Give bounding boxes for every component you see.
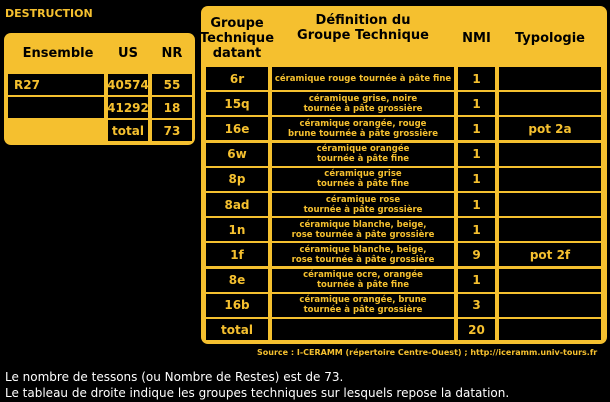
table-row bbox=[201, 92, 607, 115]
table-row bbox=[201, 143, 607, 166]
source-citation: Source : I-CERAMM (répertoire Centre-Ouest) ; http://iceramm.univ-tours.fr bbox=[257, 348, 598, 357]
definition-cell: céramique orangée, brune tournée à pâte grossière bbox=[272, 294, 454, 317]
typologie-cell bbox=[499, 67, 601, 90]
header-definition: Définition du Groupe Technique bbox=[297, 13, 429, 43]
total-definition-empty bbox=[272, 319, 454, 340]
table-row bbox=[201, 218, 607, 241]
header-groupe-technique: Groupe Technique datant bbox=[200, 15, 275, 61]
paragraph-line-2: Le tableau de droite indique les groupes techniques sur lesquels repose la datation. bbox=[5, 386, 510, 400]
nr-cell: 18 bbox=[152, 97, 192, 118]
total-typologie-empty bbox=[499, 319, 601, 340]
definition-cell: céramique grise, noire tournée à pâte grossière bbox=[272, 92, 454, 115]
nr-cell: 55 bbox=[152, 74, 192, 95]
nmi-cell: 1 bbox=[458, 143, 495, 166]
nmi-cell: 1 bbox=[458, 168, 495, 191]
typologie-cell bbox=[499, 168, 601, 191]
definition-cell: céramique ocre, orangée tournée à pâte fine bbox=[272, 269, 454, 292]
total-label: total bbox=[206, 319, 268, 340]
typologie-cell: pot 2a bbox=[499, 117, 601, 140]
definition-cell: céramique orangée tournée à pâte fine bbox=[272, 143, 454, 166]
nmi-cell: 1 bbox=[458, 218, 495, 241]
nmi-cell: 1 bbox=[458, 92, 495, 115]
typologie-cell bbox=[499, 193, 601, 216]
table-row bbox=[201, 117, 607, 140]
table-row bbox=[201, 269, 607, 292]
nmi-cell: 1 bbox=[458, 117, 495, 140]
table-row bbox=[201, 67, 607, 90]
typologie-cell: pot 2f bbox=[499, 243, 601, 266]
total-label: total bbox=[108, 120, 148, 141]
table-row bbox=[201, 193, 607, 216]
ensemble-table bbox=[4, 33, 195, 145]
total-value: 73 bbox=[152, 120, 192, 141]
typologie-cell bbox=[499, 294, 601, 317]
nmi-cell: 1 bbox=[458, 269, 495, 292]
groupe-cell: 1n bbox=[206, 218, 268, 241]
groupe-cell: 15q bbox=[206, 92, 268, 115]
definition-cell: céramique rouge tournée à pâte fine bbox=[272, 67, 454, 90]
groupe-cell: 16e bbox=[206, 117, 268, 140]
groupe-cell: 8e bbox=[206, 269, 268, 292]
definition-cell: céramique rose tournée à pâte grossière bbox=[272, 193, 454, 216]
typologie-cell bbox=[499, 143, 601, 166]
nmi-cell: 9 bbox=[458, 243, 495, 266]
definition-cell: céramique orangée, rouge brune tournée à pâte grossière bbox=[272, 117, 454, 140]
groupe-cell: 8ad bbox=[206, 193, 268, 216]
typologie-cell bbox=[499, 218, 601, 241]
definition-cell: céramique grise tournée à pâte fine bbox=[272, 168, 454, 191]
groupe-cell: 16b bbox=[206, 294, 268, 317]
header-nr: NR bbox=[161, 46, 183, 61]
table-row bbox=[201, 243, 607, 266]
groupe-cell: 6w bbox=[206, 143, 268, 166]
paragraph-line-1: Le nombre de tessons (ou Nombre de Restes) est de 73. bbox=[5, 370, 344, 384]
typologie-cell bbox=[499, 92, 601, 115]
groupe-cell: 8p bbox=[206, 168, 268, 191]
ensemble-cell: R27 bbox=[8, 74, 104, 95]
groupe-technique-table bbox=[201, 6, 607, 344]
header-us: US bbox=[118, 46, 138, 61]
section-title: DESTRUCTION bbox=[5, 7, 93, 20]
groupe-cell: 1f bbox=[206, 243, 268, 266]
definition-cell: céramique blanche, beige, rose tournée à pâte grossière bbox=[272, 218, 454, 241]
definition-cell: céramique blanche, beige, rose tournée à pâte grossière bbox=[272, 243, 454, 266]
nmi-cell: 1 bbox=[458, 67, 495, 90]
ensemble-cell-empty bbox=[8, 97, 104, 118]
total-nmi: 20 bbox=[458, 319, 495, 340]
typologie-cell bbox=[499, 269, 601, 292]
total-row bbox=[201, 319, 607, 340]
us-cell: 41292 bbox=[108, 97, 148, 118]
table-row bbox=[201, 168, 607, 191]
header-nmi: NMI bbox=[462, 30, 491, 46]
nmi-cell: 3 bbox=[458, 294, 495, 317]
us-cell: 40574 bbox=[108, 74, 148, 95]
groupe-cell: 6r bbox=[206, 67, 268, 90]
header-ensemble: Ensemble bbox=[22, 46, 94, 61]
table-row bbox=[201, 294, 607, 317]
nmi-cell: 1 bbox=[458, 193, 495, 216]
header-typologie: Typologie bbox=[514, 30, 585, 46]
